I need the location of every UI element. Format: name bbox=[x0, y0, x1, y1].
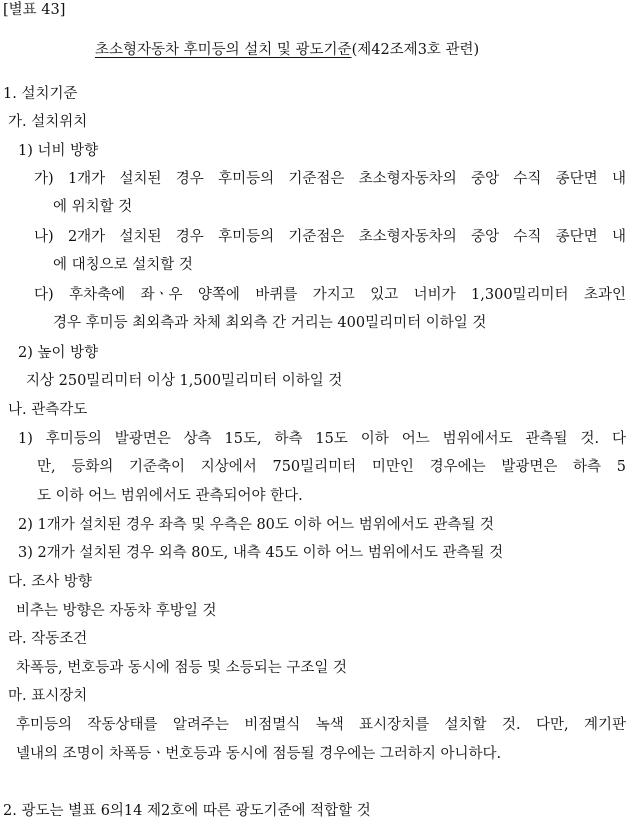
paragraph-line: 넬내의 조명이 차폭등ㆍ번호등과 동시에 점등될 경우에는 그러하지 아니하다. bbox=[16, 746, 502, 762]
paragraph-line: 에 대칭으로 설치할 것 bbox=[53, 257, 193, 273]
paragraph-line: 지상 250밀리미터 이상 1,500밀리미터 이하일 것 bbox=[26, 373, 343, 389]
item-na-heading: 나. 관측각도 bbox=[8, 402, 88, 418]
item-da-heading: 다. 조사 방향 bbox=[8, 574, 92, 590]
title-reference: (제42조제3호 관련) bbox=[351, 42, 480, 58]
paragraph-line: 1) 후미등의 발광면은 상측 15도, 하측 15도 이하 어느 범위에서도 관측될 것. 다 bbox=[18, 431, 626, 447]
paragraph-line: 경우 후미등 최외측과 차체 최외측 간 거리는 400밀리미터 이하일 것 bbox=[53, 315, 487, 331]
item-ra-heading: 라. 작동조건 bbox=[8, 631, 88, 647]
paragraph-line: 다) 후차축에 좌ㆍ우 양쪽에 바퀴를 가지고 있고 너비가 1,300밀리미터 초과인 bbox=[34, 287, 626, 303]
paragraph-line: 차폭등, 번호등과 동시에 점등 및 소등되는 구조일 것 bbox=[16, 660, 348, 676]
item-ma-heading: 마. 표시장치 bbox=[8, 688, 88, 704]
paragraph-line: 나) 2개가 설치된 경우 후미등의 기준점은 초소형자동차의 중앙 수직 종단면 내 bbox=[34, 229, 626, 245]
section-2-heading: 2. 광도는 별표 6의14 제2호에 따른 광도기준에 적합할 것 bbox=[3, 803, 371, 819]
title-main: 초소형자동차 후미등의 설치 및 광도기준 bbox=[95, 42, 352, 58]
annex-label: [별표 43] bbox=[3, 2, 66, 18]
paragraph-line: 후미등의 작동상태를 알려주는 비점멸식 녹색 표시장치를 설치할 것. 다만, 계기판 bbox=[16, 717, 626, 733]
paragraph-line: 비추는 방향은 자동차 후방일 것 bbox=[16, 603, 217, 619]
paragraph-line: 도 이하 어느 범위에서도 관측되어야 한다. bbox=[37, 488, 303, 504]
paragraph-line: 3) 2개가 설치된 경우 외측 80도, 내측 45도 이하 어느 범위에서도 관측될 것 bbox=[18, 545, 504, 561]
page-title bbox=[95, 40, 479, 60]
section-1-heading: 1. 설치기준 bbox=[3, 86, 78, 102]
paragraph-line: 에 위치할 것 bbox=[53, 199, 133, 215]
paragraph-line: 2) 1개가 설치된 경우 좌측 및 우측은 80도 이하 어느 범위에서도 관측될 것 bbox=[18, 517, 495, 533]
subitem-1-heading: 1) 너비 방향 bbox=[18, 143, 99, 159]
paragraph-line: 가) 1개가 설치된 경우 후미등의 기준점은 초소형자동차의 중앙 수직 종단면 내 bbox=[34, 171, 626, 187]
subitem-2-heading: 2) 높이 방향 bbox=[18, 345, 99, 361]
paragraph-line: 만, 등화의 기준축이 지상에서 750밀리미터 미만인 경우에는 발광면은 하측 5 bbox=[37, 459, 626, 475]
item-ga-heading: 가. 설치위치 bbox=[8, 114, 88, 130]
